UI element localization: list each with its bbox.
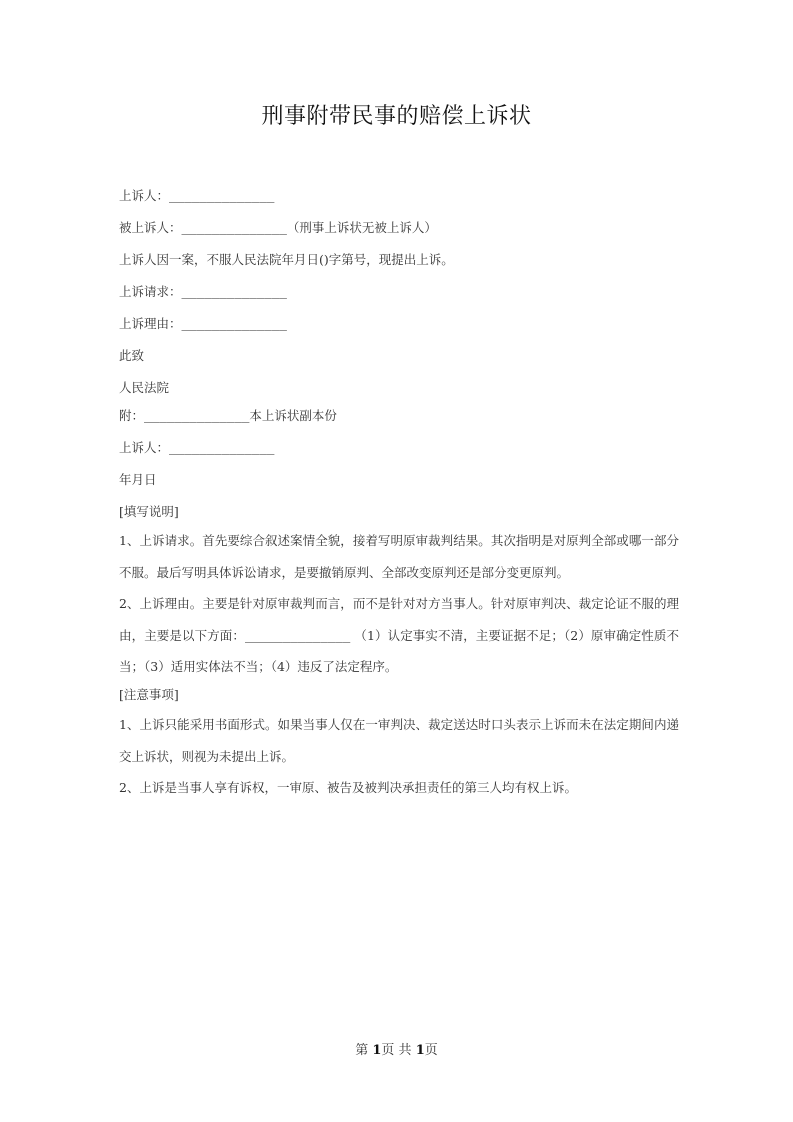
appellee-label: 被上诉人： (119, 220, 182, 235)
appellee-note: （刑事上诉状无被上诉人） (286, 220, 437, 235)
salutation: 此致 (119, 348, 145, 363)
appellant-line (119, 186, 274, 206)
appellant-blank: ______________ (169, 188, 275, 203)
attachment-suffix: 本上诉状副本份 (249, 408, 337, 423)
request-blank: ______________ (181, 284, 287, 299)
notes-heading: [注意事项] (119, 687, 179, 702)
request-line (119, 282, 287, 302)
appellee-blank: ______________ (181, 220, 287, 235)
footer-page-mid: 页 共 (381, 1043, 416, 1058)
date-line: 年月日 (119, 472, 157, 487)
attachment-label: 附： (119, 408, 145, 423)
reason-label: 上诉理由： (119, 316, 182, 331)
instruction-item-2-prefix: 2、上诉理由。主要是针对原审裁判而言，而不是针对对方当事人。针对原审判决、裁定论证不服的理由，主要是以下方面： (119, 596, 679, 643)
note-item-1: 1、上诉只能采用书面形式。如果当事人仅在一审判决、裁定送达时口头表示上诉而未在法定期间内递交上诉状，则视为未提出上诉。 (119, 717, 679, 764)
footer-total-pages: 1 (415, 1043, 425, 1058)
page-footer (0, 1041, 793, 1061)
attachment-line (119, 406, 337, 426)
footer-page-suffix: 页 (424, 1043, 438, 1058)
instruction-item-2-suffix: （1）认定事实不清，主要证据不足；（2）原审确定性质不当；（3）适用实体法不当；（4）违反了法定程序。 (119, 627, 679, 674)
footer-page-prefix: 第 (355, 1043, 373, 1058)
document-title: 刑事附带民事的赔偿上诉状 (261, 104, 532, 129)
signer-line (119, 438, 274, 458)
appellant-label: 上诉人： (119, 188, 170, 203)
signer-label: 上诉人： (119, 440, 170, 455)
instruction-item-1: 1、上诉请求。首先要综合叙述案情全貌，接着写明原审裁判结果。其次指明是对原判全部或哪一部分不服。最后写明具体诉讼请求，是要撤销原判、全部改变原判还是部分变更原判。 (119, 533, 679, 580)
appellee-line (119, 218, 437, 238)
signer-blank: ______________ (169, 440, 275, 455)
instructions-heading: [填写说明] (119, 504, 179, 519)
reason-blank: ______________ (181, 316, 287, 331)
court-name: 人民法院 (119, 380, 170, 395)
instruction-item-2 (119, 588, 679, 683)
attachment-blank: ______________ (144, 408, 250, 423)
instruction-item-2-blank: ______________ (244, 627, 351, 643)
note-item-2: 2、上诉是当事人享有诉权，一审原、被告及被判决承担责任的第三人均有权上诉。 (119, 780, 577, 795)
request-label: 上诉请求： (119, 284, 182, 299)
case-statement: 上诉人因一案，不服人民法院年月日()字第号，现提出上诉。 (119, 252, 454, 267)
reason-line (119, 314, 287, 334)
footer-current-page: 1 (372, 1043, 382, 1058)
